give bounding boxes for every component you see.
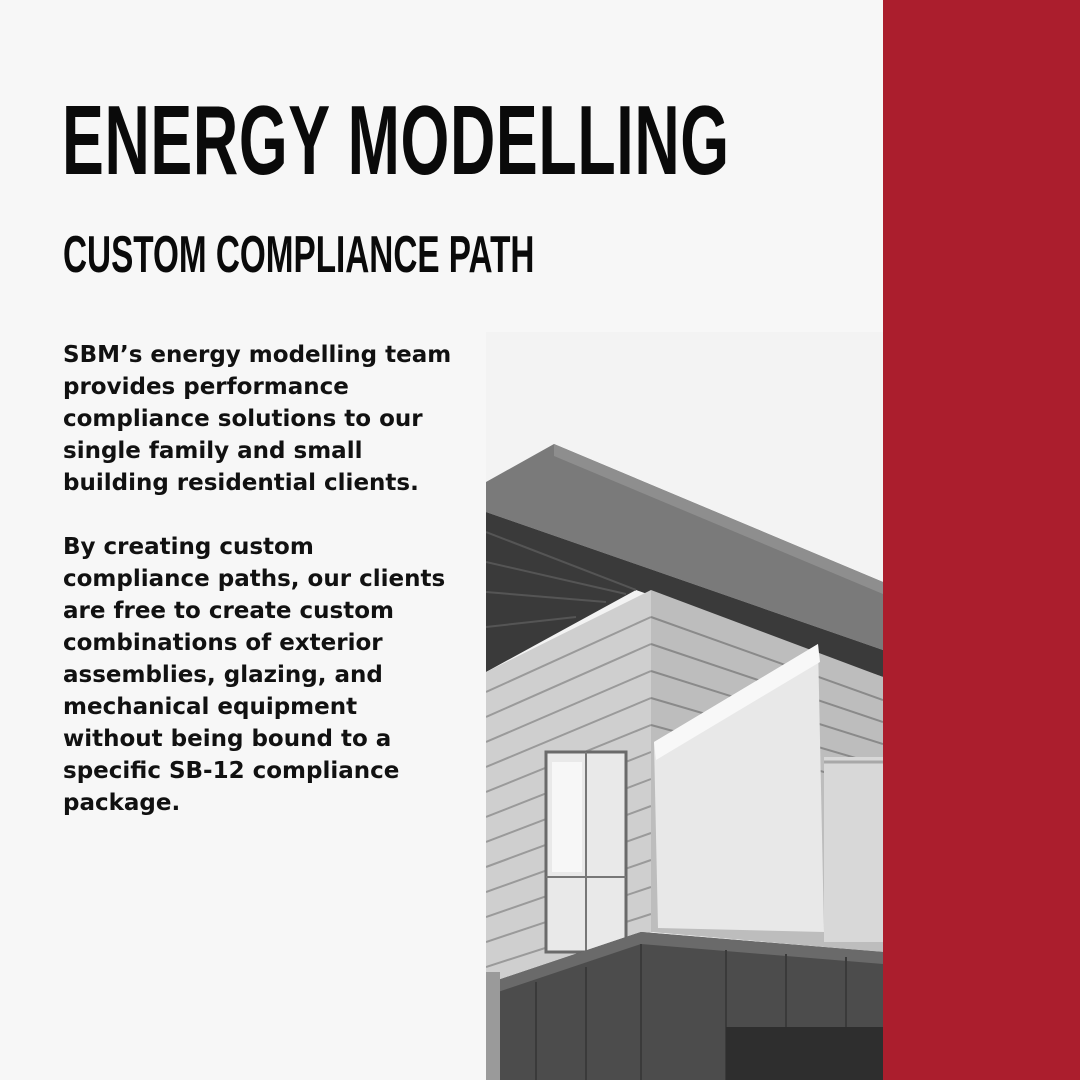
page-subtitle: CUSTOM COMPLIANCE PATH <box>63 226 535 284</box>
page-title: ENERGY MODELLING <box>62 85 730 195</box>
building-photo <box>486 332 883 1080</box>
accent-band <box>883 0 1080 1080</box>
description-paragraph-1: SBM’s energy modelling team provides performance compliance solutions to our single family and small building residential clients. <box>63 342 452 496</box>
description <box>63 339 463 819</box>
description-paragraph-2: By creating custom compliance paths, our clients are free to create custom combinations of exterior assemblies, glazing, and mechanical equipment without being bound to a specific SB-12 compliance package. <box>63 534 446 816</box>
